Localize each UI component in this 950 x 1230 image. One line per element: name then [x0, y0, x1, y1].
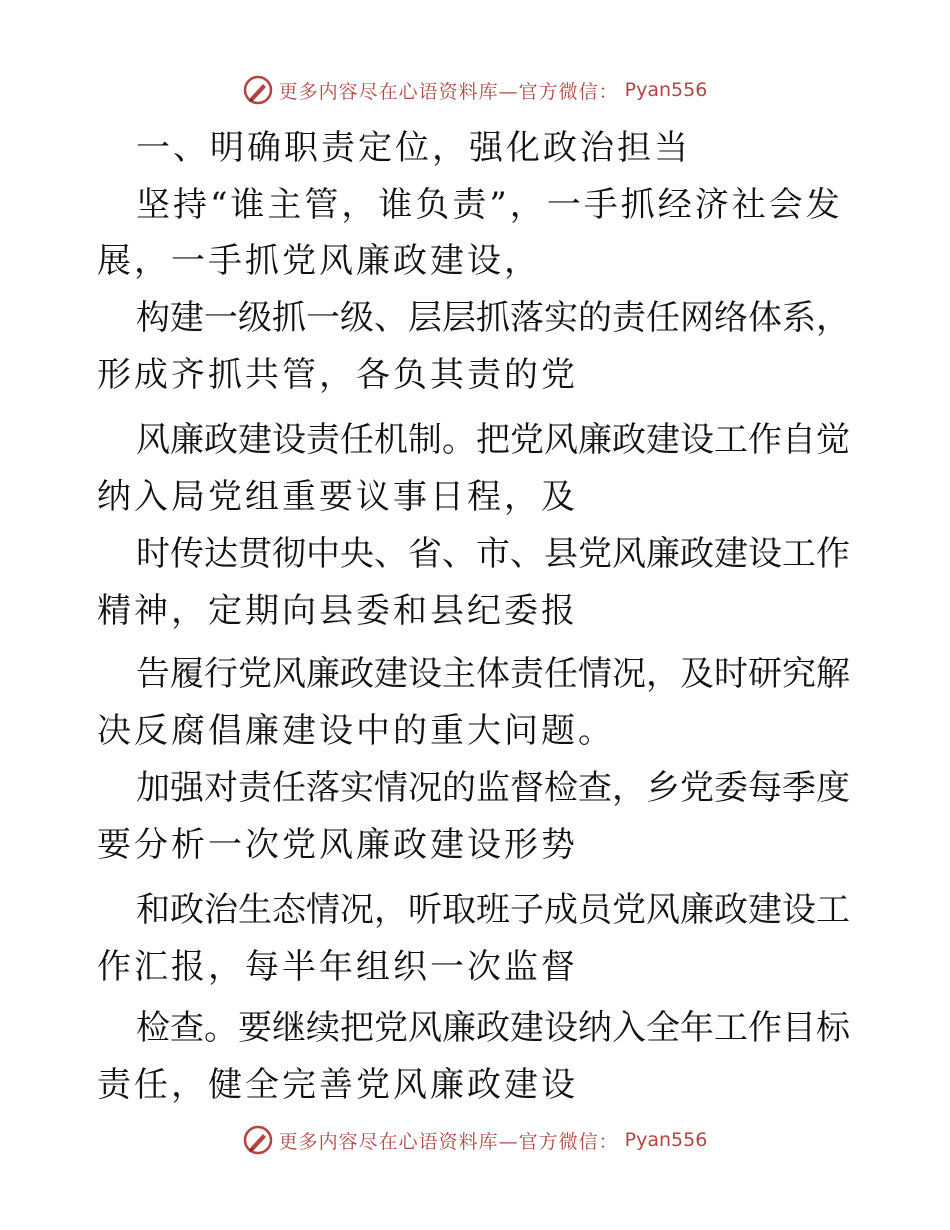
paragraph-line: 检查。要继续把党风廉政建设纳入全年工作目标	[136, 1008, 850, 1048]
paragraph-line: 形成齐抓共管，各负其责的党	[97, 355, 578, 395]
paragraph-line: 责任，健全完善党风廉政建设	[97, 1065, 578, 1105]
paragraph-line: 精神，定期向县委和县纪委报	[97, 591, 578, 631]
header-watermark	[0, 70, 950, 110]
quill-pen-logo-icon	[243, 1125, 273, 1155]
paragraph-line: 加强对责任落实情况的监督检查，乡党委每季度	[136, 768, 850, 808]
paragraph-line: 和政治生态情况，听取班子成员党风廉政建设工	[136, 890, 850, 930]
section-heading: 一、明确职责定位，强化政治担当	[136, 128, 691, 168]
paragraph-line: 时传达贯彻中央、省、市、县党风廉政建设工作	[136, 534, 850, 574]
watermark-text: 更多内容尽在心语资料库—官方微信：	[278, 80, 619, 103]
watermark-wechat-id: Pyan556	[624, 79, 708, 101]
watermark-text: 更多内容尽在心语资料库—官方微信：	[278, 1130, 619, 1153]
paragraph-line: 构建一级抓一级、层层抓落实的责任网络体系，	[136, 298, 850, 338]
paragraph-line: 作汇报，每半年组织一次监督	[97, 947, 578, 987]
paragraph-line: 决反腐倡廉建设中的重大问题。	[97, 711, 615, 751]
paragraph-line: 告履行党风廉政建设主体责任情况，及时研究解	[136, 654, 850, 694]
paragraph-line: 风廉政建设责任机制。把党风廉政建设工作自觉	[136, 420, 850, 460]
paragraph-line: 要分析一次党风廉政建设形势	[97, 825, 578, 865]
paragraph-line: 展，一手抓党风廉政建设，	[97, 241, 541, 281]
paragraph-line: 纳入局党组重要议事日程，及	[97, 477, 578, 517]
watermark-wechat-id: Pyan556	[624, 1129, 708, 1151]
quill-pen-logo-icon	[243, 75, 273, 105]
footer-watermark	[0, 1120, 950, 1160]
paragraph-line: 坚持“谁主管，谁负责”，一手抓经济社会发	[136, 185, 843, 225]
